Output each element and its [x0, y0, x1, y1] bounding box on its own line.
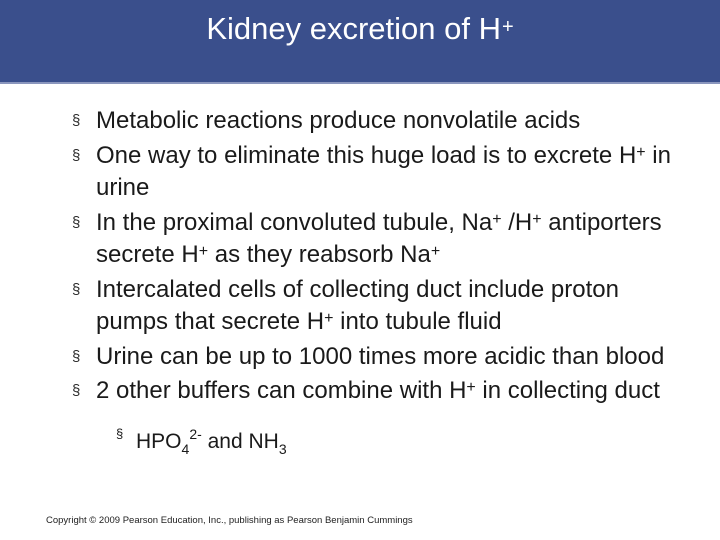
- bullet-text: into tubule fluid: [333, 308, 502, 335]
- slide-title: [0, 10, 720, 48]
- superscript: +: [466, 379, 476, 396]
- bullet-text: in collecting duct: [475, 377, 660, 404]
- bullet-marker: §: [72, 280, 81, 298]
- title-text: Kidney excretion of H: [206, 11, 501, 46]
- copyright-notice: Copyright © 2009 Pearson Education, Inc., publishing as Pearson Benjamin Cummings: [46, 515, 413, 526]
- sub-bullet-item: [116, 420, 692, 463]
- superscript: +: [324, 310, 334, 327]
- formula-hpo: HPO: [136, 429, 182, 453]
- title-bar: [0, 0, 720, 84]
- formula-and-nh: and NH: [201, 429, 279, 453]
- bullet-text: antiporters secrete H: [96, 208, 662, 268]
- bullet-marker: §: [72, 347, 81, 365]
- bullet-marker: §: [72, 146, 81, 164]
- bullet-marker: §: [72, 382, 81, 399]
- subscript: 3: [278, 440, 287, 457]
- bullet-item: [72, 274, 692, 339]
- bullet-text: Metabolic reactions produce nonvolatile acids: [96, 107, 581, 134]
- superscript: +: [430, 243, 441, 260]
- bullet-item: [72, 341, 692, 374]
- bullet-item: [72, 375, 692, 408]
- bullet-marker: §: [72, 112, 81, 129]
- superscript: +: [532, 210, 542, 228]
- superscript: +: [198, 243, 209, 260]
- bullet-text: One way to eliminate this huge load is to excrete H: [96, 141, 637, 169]
- bullet-item: [72, 207, 692, 272]
- bullet-text: /H: [501, 208, 533, 236]
- bullet-item: [72, 105, 692, 138]
- bullet-text: In the proximal convoluted tubule, Na: [96, 208, 493, 236]
- bullet-text: in urine: [96, 141, 671, 201]
- subscript: 4: [181, 440, 190, 457]
- bullet-list: [72, 105, 692, 463]
- bullet-marker: §: [116, 425, 124, 441]
- bullet-marker: §: [72, 213, 81, 231]
- superscript: +: [636, 143, 646, 161]
- bullet-text: 2 other buffers can combine with H: [96, 377, 467, 404]
- bullet-text: Urine can be up to 1000 times more acidic than blood: [96, 342, 665, 370]
- title-superscript: +: [501, 16, 514, 38]
- bullet-item: [72, 140, 692, 205]
- bullet-text: Intercalated cells of collecting duct include proton pumps that secrete H: [96, 275, 619, 335]
- superscript: +: [492, 210, 502, 228]
- superscript: 2-: [189, 425, 202, 442]
- bullet-text: as they reabsorb Na: [208, 241, 431, 268]
